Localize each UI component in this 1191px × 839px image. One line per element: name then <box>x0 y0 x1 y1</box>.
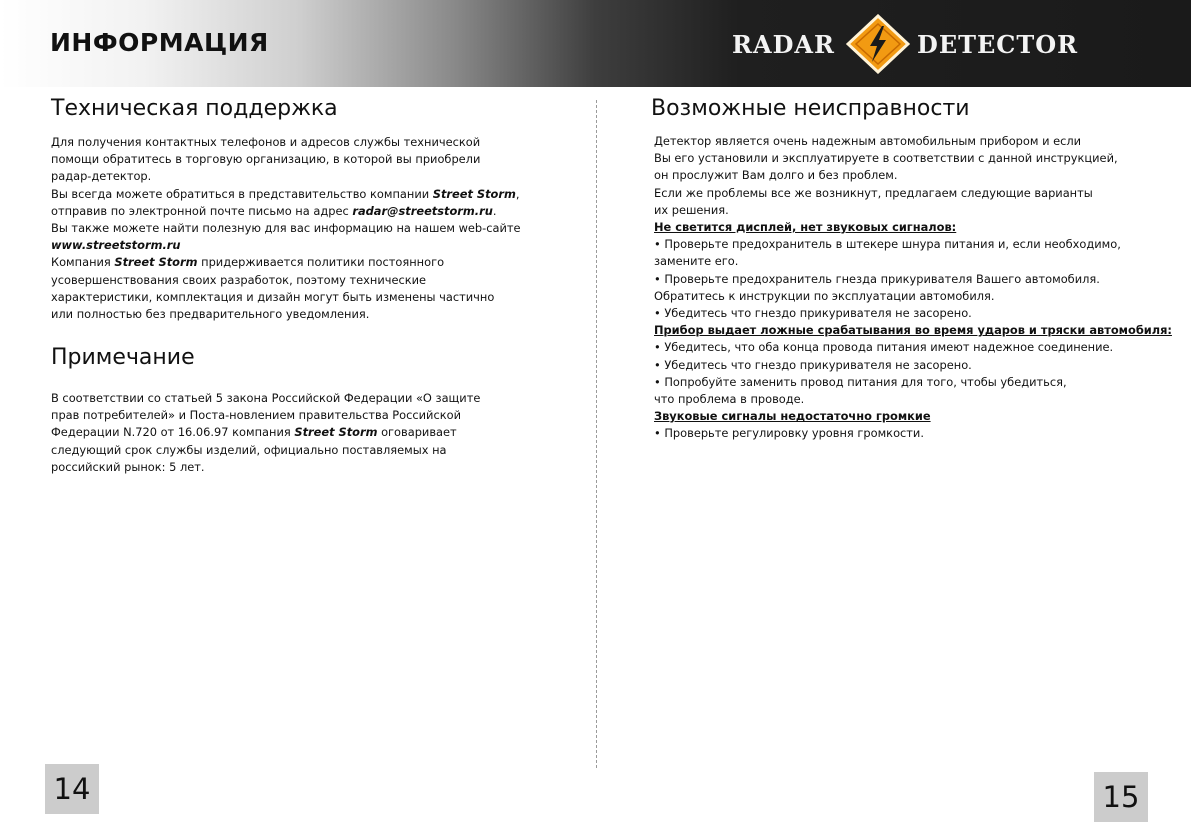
troubleshooting-bullet: • Проверьте предохранитель гнезда прикуривателя Вашего автомобиля. <box>654 271 1100 286</box>
support-heading: Техническая поддержка <box>51 96 338 121</box>
troubleshooting-bullet: • Проверьте регулировку уровня громкости. <box>654 426 924 441</box>
troubleshooting-line: Вы его установили и эксплуатируете в соответствии с данной инструкцией, <box>654 151 1118 166</box>
troubleshooting-bullet: • Попробуйте заменить провод питания для того, чтобы убедиться, <box>654 374 1067 389</box>
note-line: В соответствии со статьей 5 закона Российской Федерации «О защите <box>51 391 481 405</box>
support-line: характеристики, комплектация и дизайн могут быть изменены частично <box>51 289 495 304</box>
brand-name: Street Storm <box>114 255 198 270</box>
brand-word-detector: DETECTOR <box>917 30 1079 59</box>
troubleshooting-line: их решения. <box>654 202 729 217</box>
support-line: отправив по электронной почте письмо на адрес radar@streetstorm.ru. <box>51 203 497 218</box>
troubleshooting-paragraph <box>654 133 1172 443</box>
support-line: радар-детектор. <box>51 169 152 184</box>
brand-word-radar: RADAR <box>732 30 835 59</box>
troubleshooting-bullet: • Убедитесь что гнездо прикуривателя не засорено. <box>654 357 972 372</box>
support-paragraph <box>51 134 521 323</box>
troubleshooting-line: замените его. <box>654 254 739 269</box>
note-paragraph <box>51 390 480 476</box>
note-line: Федерации N.720 от 16.06.97 компания Street Storm оговаривает <box>51 425 457 440</box>
troubleshooting-line: Обратитесь к инструкции по эксплуатации автомобиля. <box>654 288 995 303</box>
header-title: ИНФОРМАЦИЯ <box>50 28 269 57</box>
note-heading: Примечание <box>51 345 195 370</box>
troubleshooting-line: Детектор является очень надежным автомобильным прибором и если <box>654 134 1082 148</box>
support-line: Компания Street Storm придерживается политики постоянного <box>51 255 445 270</box>
troubleshooting-line: что проблема в проводе. <box>654 392 805 407</box>
column-divider <box>596 100 597 768</box>
support-line: или полностью без предварительного уведомления. <box>51 307 370 322</box>
support-line: Вы всегда можете обратиться в представительство компании Street Storm, <box>51 186 520 201</box>
support-line: усовершенствования своих разработок, поэтому технические <box>51 272 427 287</box>
troubleshooting-heading: Возможные неисправности <box>651 96 970 121</box>
troubleshooting-bullet: • Убедитесь что гнездо прикуривателя не засорено. <box>654 306 972 321</box>
brand-name: Street Storm <box>432 186 516 201</box>
lightning-diamond-icon <box>846 14 910 74</box>
note-line: прав потребителей» и Поста-новлением правительства Российской <box>51 408 461 423</box>
note-line: российский рынок: 5 лет. <box>51 459 205 474</box>
troubleshooting-bullet: • Проверьте предохранитель в штекере шнура питания и, если необходимо, <box>654 237 1121 252</box>
page-header <box>0 0 1191 87</box>
page-number-right: 15 <box>1094 772 1148 822</box>
support-email: radar@streetstorm.ru <box>352 203 493 218</box>
problem-heading-volume: Звуковые сигналы недостаточно громкие <box>654 409 931 424</box>
brand-logo-block <box>732 14 1092 74</box>
support-line: помощи обратитесь в торговую организацию, в которой вы приобрели <box>51 152 481 167</box>
page-number-left: 14 <box>45 764 99 814</box>
support-website: www.streetstorm.ru <box>51 238 181 253</box>
support-line: Для получения контактных телефонов и адресов службы технической <box>51 135 481 149</box>
troubleshooting-bullet: • Убедитесь, что оба конца провода питания имеют надежное соединение. <box>654 340 1114 355</box>
problem-heading-false-alarms: Прибор выдает ложные срабатывания во время ударов и тряски автомобиля: <box>654 323 1172 338</box>
troubleshooting-line: Если же проблемы все же возникнут, предлагаем следующие варианты <box>654 185 1093 200</box>
brand-name: Street Storm <box>294 425 378 440</box>
troubleshooting-line: он прослужит Вам долго и без проблем. <box>654 168 898 183</box>
note-line: следующий срок службы изделий, официально поставляемых на <box>51 442 447 457</box>
support-line: Вы также можете найти полезную для вас информацию на нашем web-сайте <box>51 221 521 236</box>
problem-heading-display: Не светится дисплей, нет звуковых сигналов: <box>654 220 957 235</box>
